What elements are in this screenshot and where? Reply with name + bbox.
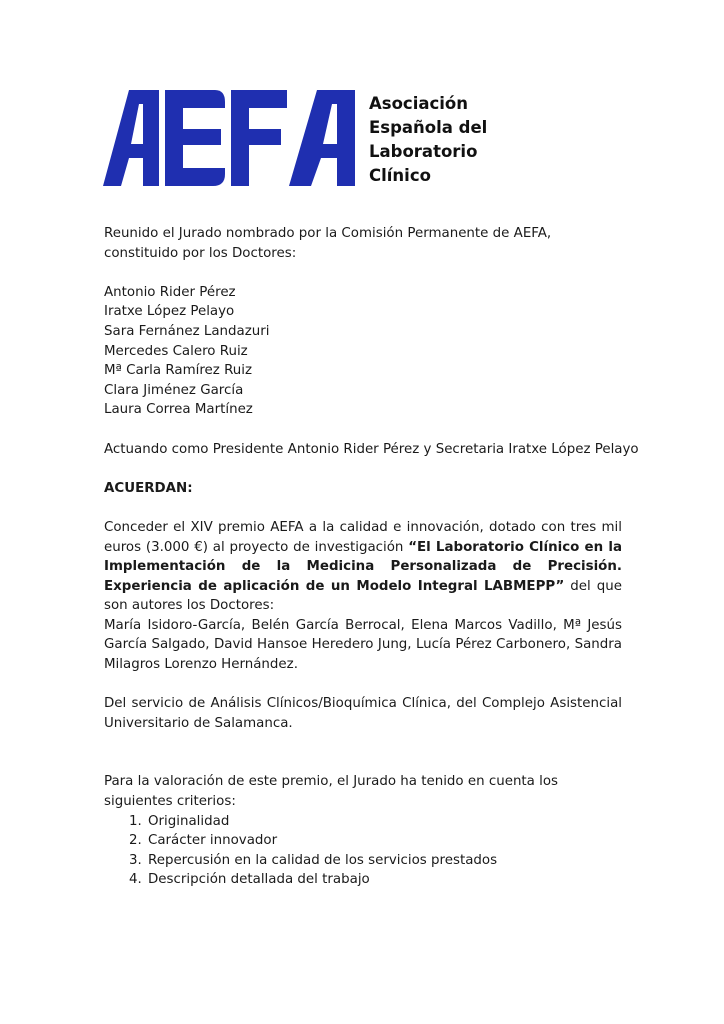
agree-heading: ACUERDAN: — [104, 480, 193, 496]
criteria-item: 2. Carácter innovador — [146, 831, 622, 851]
service-paragraph: Del servicio de Análisis Clínicos/Bioquímica Clínica, del Complejo Asistencial Universitario de Salamanca. — [104, 696, 622, 731]
jury-member: Clara Jiménez García — [104, 382, 244, 398]
org-name-line: Española del — [369, 118, 488, 137]
award-paragraph — [104, 518, 622, 616]
intro-paragraph: Reunido el Jurado nombrado por la Comisión Permanente de AEFA, constituido por los Doctores: — [104, 226, 552, 261]
criteria-item: 1. Originalidad — [146, 812, 622, 832]
criteria-item: 3. Repercusión en la calidad de los servicios prestados — [146, 851, 622, 871]
jury-member: Mercedes Calero Ruiz — [104, 343, 248, 359]
criteria-intro: Para la valoración de este premio, el Jurado ha tenido en cuenta los siguientes criterios: — [104, 774, 559, 810]
jury-member: Laura Correa Martínez — [104, 402, 253, 418]
acting-paragraph: Actuando como Presidente Antonio Rider Pérez y Secretaria Iratxe López Pelayo — [104, 441, 639, 457]
organization-name — [369, 92, 569, 188]
jury-member: Sara Fernánez Landazuri — [104, 323, 270, 339]
document-body — [104, 224, 639, 890]
criteria-item: 4. Descripción detallada del trabajo — [146, 870, 622, 890]
org-name-line: Laboratorio — [369, 142, 478, 161]
jury-list — [104, 283, 622, 420]
jury-member: Mª Carla Ramírez Ruiz — [104, 363, 253, 379]
org-name-line: Asociación — [369, 94, 469, 113]
aefa-logo — [103, 88, 355, 188]
award-tail: del que son autores los Doctores: — [104, 578, 622, 614]
jury-member: Antonio Rider Pérez — [104, 284, 236, 300]
org-name-line: Clínico — [369, 166, 431, 185]
project-title: “El Laboratorio Clínico en la Implementación de la Medicina Personalizada de Precisión. Experiencia de aplicación de un Modelo Integral LABMEPP” — [104, 539, 622, 594]
jury-member: Iratxe López Pelayo — [104, 304, 235, 320]
authors-paragraph: María Isidoro-García, Belén García Berrocal, Elena Marcos Vadillo, Mª Jesús García Salgado, David Hansoe Heredero Jung, Lucía Pérez Carbonero, Sandra Milagros Lorenzo Hernández. — [104, 617, 622, 673]
criteria-list — [104, 812, 622, 890]
award-lead: Conceder el XIV premio AEFA a la calidad e innovación, dotado con tres mil euros (3.000 €) al proyecto de investigación — [104, 519, 622, 555]
